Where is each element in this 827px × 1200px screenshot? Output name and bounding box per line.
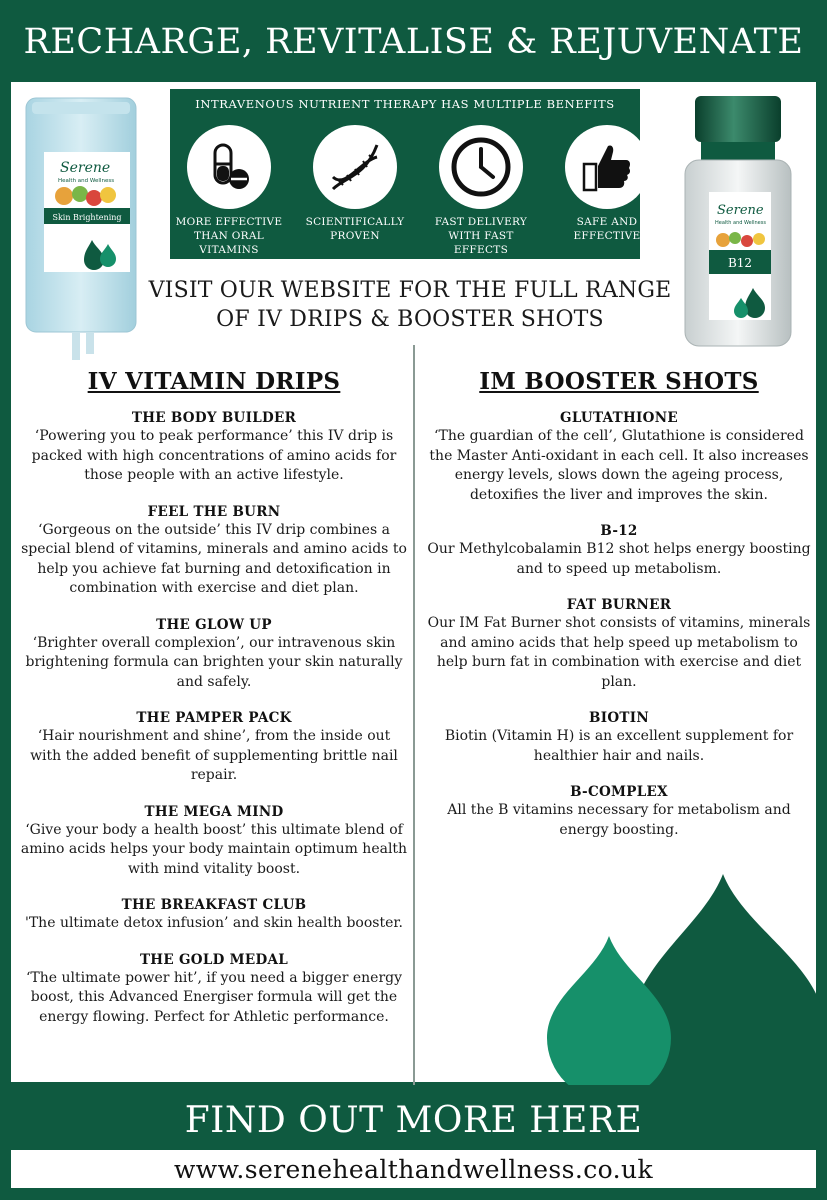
booster-shots-column bbox=[424, 368, 814, 858]
top-banner bbox=[0, 8, 827, 76]
drip-item: FEEL THE BURN ‘Gorgeous on the outside’ this IV drip combines a special blend of vitamins, minerals and amino acids to help you achieve fat burning and detoxification in combination with exercise and diet plan. bbox=[21, 503, 407, 596]
booster-shots-heading: IM BOOSTER SHOTS bbox=[479, 368, 759, 395]
benefit-safe-effective: SAFE AND EFFECTIVE bbox=[548, 125, 666, 243]
iv-bag-image bbox=[22, 92, 140, 360]
shot-item: GLUTATHIONE ‘The guardian of the cell’, Glutathione is considered the Master Anti-oxidant in each cell. It also increases energy levels, slows down the ageing process, detoxifies the liver and improves the skin. bbox=[429, 410, 809, 503]
benefits-panel bbox=[170, 89, 640, 259]
shot-item: B-12 Our Methylcobalamin B12 shot helps energy boosting and to speed up metabolism. bbox=[427, 523, 811, 577]
drip-item: THE BREAKFAST CLUB 'The ultimate detox infusion’ and skin health booster. bbox=[25, 897, 403, 931]
shot-item: B-COMPLEX All the B vitamins necessary for metabolism and energy boosting. bbox=[447, 784, 791, 838]
iv-bag-label: Skin Brightening bbox=[52, 213, 122, 222]
iv-drips-heading: IV VITAMIN DRIPS bbox=[87, 368, 341, 395]
website-url[interactable]: www.serenehealthandwellness.co.uk bbox=[173, 1154, 654, 1184]
vial-brand: Serene bbox=[717, 203, 764, 218]
benefit-fast-delivery: FAST DELIVERY WITH FAST EFFECTS bbox=[422, 125, 540, 257]
drip-item: THE GLOW UP ‘Brighter overall complexion’, our intravenous skin brightening formula can brighten your skin naturally and safely. bbox=[25, 616, 403, 690]
column-divider bbox=[413, 345, 415, 1085]
shot-item: BIOTIN Biotin (Vitamin H) is an excellent supplement for healthier hair and nails. bbox=[444, 710, 794, 764]
iv-drips-column bbox=[20, 368, 408, 1045]
clock-icon bbox=[449, 135, 513, 199]
drip-item: THE BODY BUILDER ‘Powering you to peak performance’ this IV drip is packed with high concentrations of amino acids for those people with an active lifestyle. bbox=[31, 410, 397, 483]
drip-item: THE MEGA MIND ‘Give your body a health boost’ this ultimate blend of amino acids helps your body maintain optimum health with mind vitality boost. bbox=[20, 803, 408, 877]
vial-label: B12 bbox=[727, 256, 753, 270]
dna-icon bbox=[325, 137, 385, 197]
thumbs-up-icon bbox=[578, 138, 636, 196]
benefit-scientifically-proven: SCIENTIFICALLY PROVEN bbox=[296, 125, 414, 243]
shot-item: FAT BURNER Our IM Fat Burner shot consists of vitamins, minerals and amino acids that help speed up metabolism to help burn fat in combination with exercise and diet plan. bbox=[427, 597, 811, 690]
b12-vial-image bbox=[683, 92, 793, 352]
benefit-oral-vitamins: MORE EFFECTIVE THAN ORAL VITAMINS bbox=[170, 125, 288, 257]
decorative-drops bbox=[545, 870, 825, 1085]
drip-item: THE GOLD MEDAL ‘The ultimate power hit’, if you need a bigger energy boost, this Advanced Energiser formula will get the energy flowing. Perfect for Athletic performance. bbox=[25, 951, 403, 1025]
cta-band bbox=[0, 1090, 827, 1150]
cta-text[interactable]: FIND OUT MORE HERE bbox=[184, 1099, 643, 1141]
visit-website-text: VISIT OUR WEBSITE FOR THE FULL RANGE OF IV DRIPS & BOOSTER SHOTS bbox=[148, 278, 672, 332]
drip-item: THE PAMPER PACK ‘Hair nourishment and shine’, from the inside out with the added benefit of supplementing brittle nail repair. bbox=[30, 710, 398, 783]
vial-sub: Health and Wellness bbox=[715, 220, 766, 226]
benefits-title: INTRAVENOUS NUTRIENT THERAPY HAS MULTIPLE BENEFITS bbox=[195, 97, 615, 111]
page-title: RECHARGE, REVITALISE & REJUVENATE bbox=[23, 22, 804, 62]
iv-bag-brand: Serene bbox=[60, 160, 111, 176]
iv-bag-sub: Health and Wellness bbox=[58, 178, 115, 184]
website-url-bar bbox=[11, 1150, 816, 1188]
pill-icon bbox=[201, 139, 257, 195]
